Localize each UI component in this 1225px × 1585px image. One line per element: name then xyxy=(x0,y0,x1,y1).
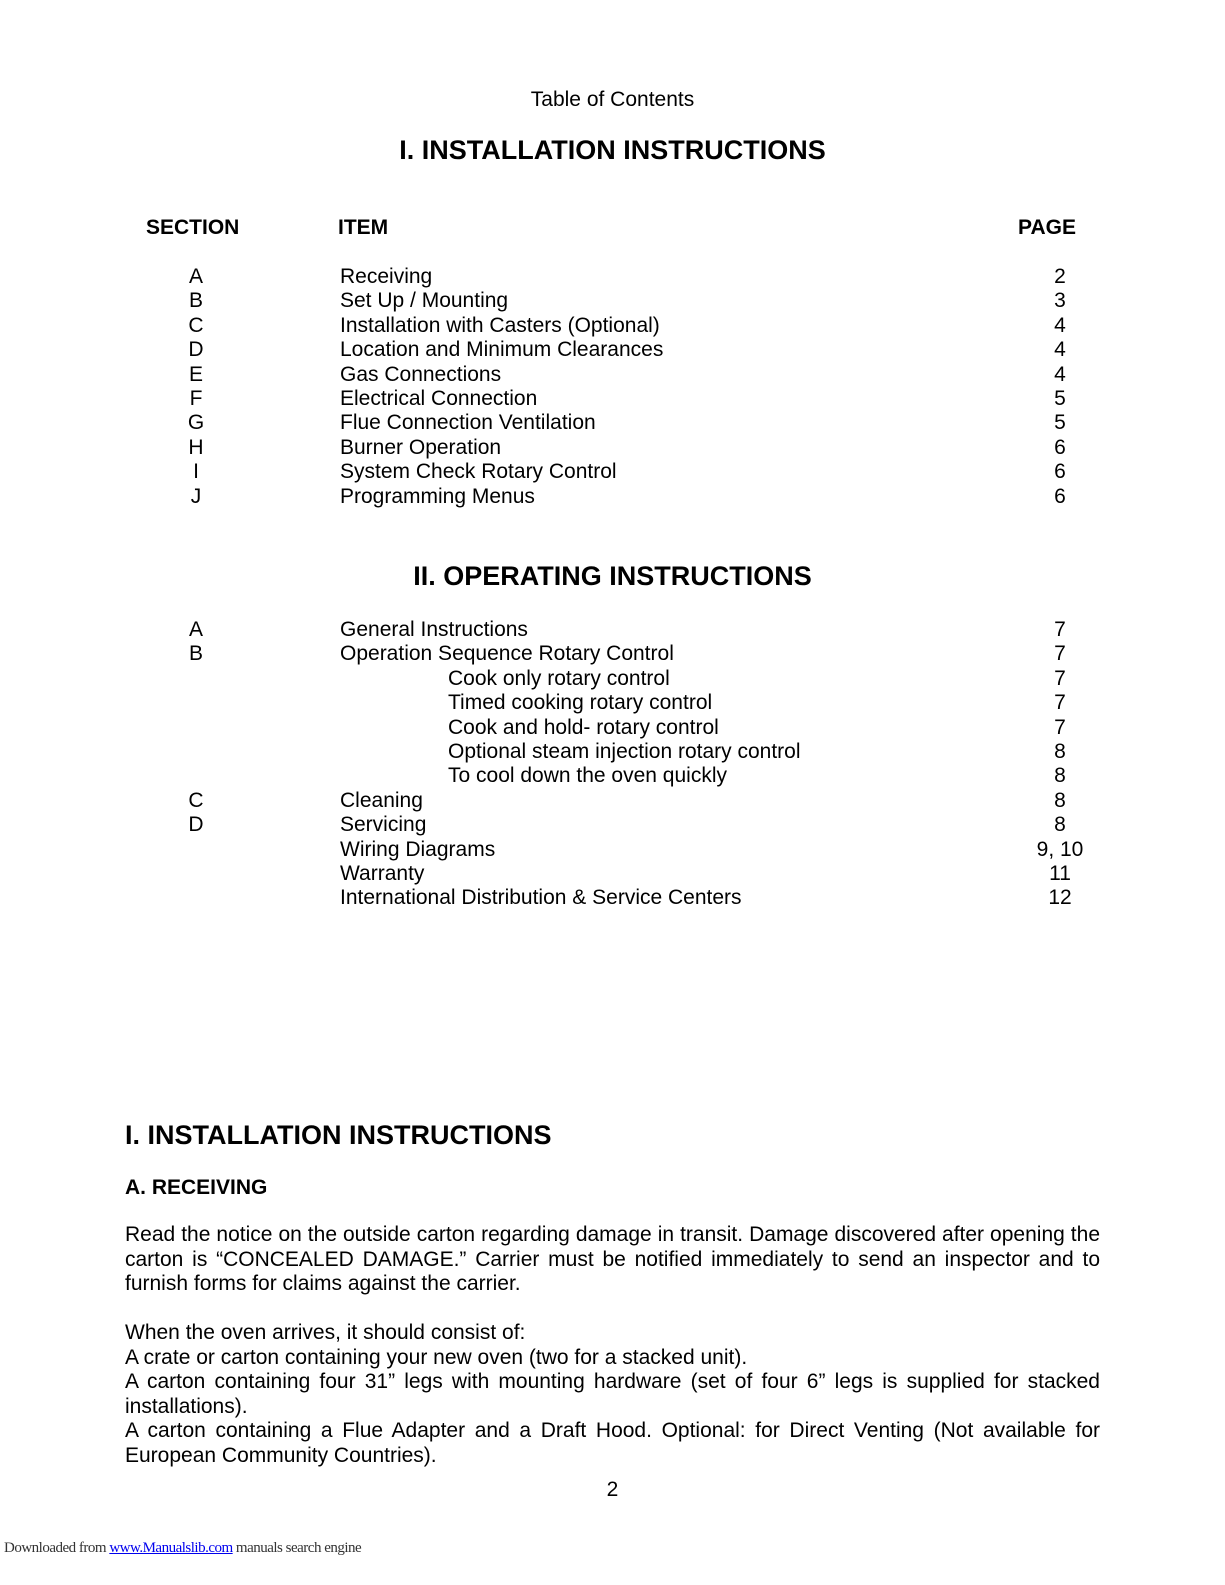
list-intro: When the oven arrives, it should consist of: xyxy=(125,1321,526,1344)
toc-item-title: Programming Menus xyxy=(340,484,535,508)
toc-section-letter: A xyxy=(188,265,203,288)
toc-row xyxy=(0,436,1225,460)
toc-page-number: 7 xyxy=(1054,691,1066,715)
toc-page-number: 8 xyxy=(1054,788,1066,812)
toc-section-letter: I xyxy=(193,460,199,484)
toc-title: Table of Contents xyxy=(530,88,695,111)
toc-row xyxy=(0,618,1225,642)
toc-page-number: 12 xyxy=(1048,886,1072,910)
toc-item-title: Set Up / Mounting xyxy=(340,289,509,313)
toc-item-title: Installation with Casters (Optional) xyxy=(340,313,660,337)
list-item: A carton containing four 31” legs with mounting hardware (set of four 6” legs is supplied for stacked installations). xyxy=(125,1370,1100,1418)
toc-item-title: Servicing xyxy=(340,813,427,837)
toc-row xyxy=(0,838,1225,862)
download-footer xyxy=(4,1540,361,1557)
toc-page-number: 4 xyxy=(1054,338,1066,362)
toc-row xyxy=(0,265,1225,289)
toc-page-number: 6 xyxy=(1054,460,1066,484)
toc-section-letter: E xyxy=(188,362,203,386)
toc-section-letter: B xyxy=(188,642,203,666)
toc-section-letter: G xyxy=(187,411,205,435)
toc-row xyxy=(0,387,1225,411)
toc-item-title: Flue Connection Ventilation xyxy=(340,411,596,435)
toc-row xyxy=(0,789,1225,813)
toc-row xyxy=(0,740,1225,764)
receiving-paragraph xyxy=(125,1223,1100,1297)
body-installation-heading: I. INSTALLATION INSTRUCTIONS xyxy=(125,1120,552,1150)
toc-page-number: 4 xyxy=(1054,313,1066,337)
toc-page-number: 9, 10 xyxy=(1036,837,1084,861)
toc-page-number: 8 xyxy=(1054,764,1066,788)
toc-item-title: General Instructions xyxy=(340,618,528,641)
toc-item-title: Wiring Diagrams xyxy=(340,837,496,861)
toc-row xyxy=(0,886,1225,910)
toc-item-title: Operation Sequence Rotary Control xyxy=(340,642,674,666)
toc-item-title: Timed cooking rotary control xyxy=(448,691,713,715)
toc-row xyxy=(0,716,1225,740)
toc-page-number: 6 xyxy=(1054,484,1066,508)
toc-section-letter: F xyxy=(189,387,203,410)
toc-row xyxy=(0,289,1225,313)
toc-item-title: Electrical Connection xyxy=(340,387,538,410)
toc-section-letter: C xyxy=(188,788,204,812)
toc-section-letter: H xyxy=(188,435,204,459)
toc-page-number: 5 xyxy=(1054,411,1066,435)
footer-suffix: manuals search engine xyxy=(232,1540,362,1556)
toc-item-title: Cleaning xyxy=(340,788,423,812)
list-item: A carton containing a Flue Adapter and a Draft Hood. Optional: for Direct Venting (Not available for European Community Countries). xyxy=(125,1419,1100,1467)
operating-toc-heading: II. OPERATING INSTRUCTIONS xyxy=(413,561,812,591)
toc-section-letter: A xyxy=(188,618,203,641)
toc-item-title: International Distribution & Service Centers xyxy=(340,886,742,910)
toc-page-number: 3 xyxy=(1054,289,1066,313)
toc-section-letter: D xyxy=(188,338,204,362)
toc-item-title: Receiving xyxy=(340,265,433,288)
toc-item-title: Cook only rotary control xyxy=(448,666,670,690)
toc-page-number: 4 xyxy=(1054,362,1066,386)
toc-row xyxy=(0,764,1225,788)
toc-page-number: 7 xyxy=(1054,642,1066,666)
toc-row xyxy=(0,314,1225,338)
page-number: 2 xyxy=(606,1478,619,1501)
toc-row xyxy=(0,862,1225,886)
toc-row xyxy=(0,813,1225,837)
toc-row xyxy=(0,338,1225,362)
contents-list xyxy=(125,1321,1100,1468)
toc-row xyxy=(0,667,1225,691)
toc-item-title: Gas Connections xyxy=(340,362,502,386)
receiving-heading: A. RECEIVING xyxy=(125,1176,268,1199)
manualslib-link[interactable]: www.Manualslib.com xyxy=(109,1540,233,1556)
toc-page-number: 8 xyxy=(1054,813,1066,837)
damage-notice-text: Read the notice on the outside carton regarding damage in transit. Damage discovered after opening the carton is “CONCEALED DAMAGE.” Carrier must be notified immediately to send an inspector and to furnish forms for claims against the carrier. xyxy=(125,1223,1100,1295)
installation-toc-heading: I. INSTALLATION INSTRUCTIONS xyxy=(399,135,826,165)
toc-row xyxy=(0,691,1225,715)
page-column-header: PAGE xyxy=(1018,216,1076,239)
toc-item-title: Location and Minimum Clearances xyxy=(340,338,664,362)
toc-page-number: 2 xyxy=(1054,265,1066,288)
footer-prefix: Downloaded from xyxy=(4,1540,110,1556)
list-item: A crate or carton containing your new oven (two for a stacked unit). xyxy=(125,1345,748,1369)
toc-item-title: System Check Rotary Control xyxy=(340,460,617,484)
toc-page-number: 8 xyxy=(1054,740,1066,763)
toc-item-title: To cool down the oven quickly xyxy=(448,764,727,788)
toc-row xyxy=(0,411,1225,435)
toc-section-letter: C xyxy=(188,313,204,337)
toc-page-number: 6 xyxy=(1054,435,1066,459)
item-column-header: ITEM xyxy=(338,216,389,239)
toc-page-number: 5 xyxy=(1054,387,1066,410)
toc-page-number: 7 xyxy=(1054,618,1066,641)
toc-row xyxy=(0,363,1225,387)
section-column-header: SECTION xyxy=(146,216,240,239)
toc-item-title: Cook and hold- rotary control xyxy=(448,715,719,739)
toc-page-number: 7 xyxy=(1054,666,1066,690)
toc-section-letter: D xyxy=(188,813,204,837)
toc-section-letter: B xyxy=(188,289,203,313)
toc-row xyxy=(0,485,1225,509)
toc-page-number: 7 xyxy=(1054,715,1066,739)
toc-item-title: Burner Operation xyxy=(340,435,502,459)
toc-item-title: Optional steam injection rotary control xyxy=(448,740,801,763)
toc-page-number: 11 xyxy=(1049,862,1071,885)
toc-item-title: Warranty xyxy=(340,862,425,885)
toc-row xyxy=(0,642,1225,666)
toc-row xyxy=(0,460,1225,484)
toc-section-letter: J xyxy=(190,484,202,508)
